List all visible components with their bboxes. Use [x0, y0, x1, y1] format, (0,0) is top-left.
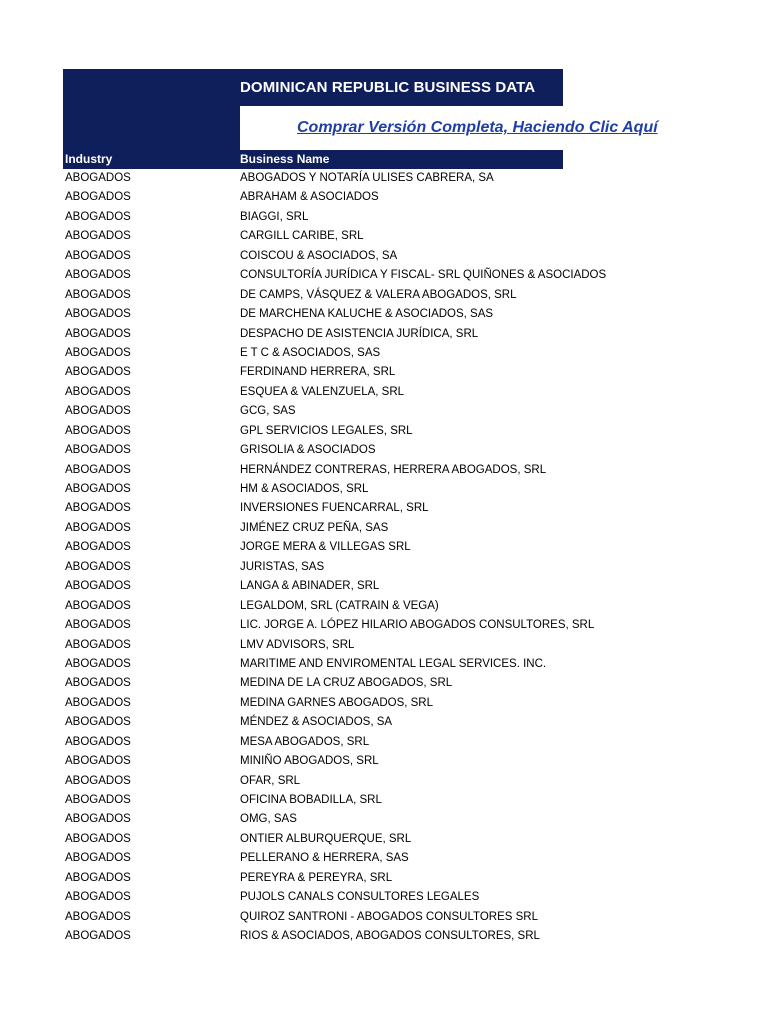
table-row — [63, 772, 563, 791]
business-name-cell: ONTIER ALBURQUERQUE, SRL — [240, 832, 412, 845]
industry-cell: ABOGADOS — [65, 657, 131, 670]
table-row — [63, 849, 563, 868]
industry-cell: ABOGADOS — [65, 424, 131, 437]
table-header — [63, 150, 563, 169]
table-row — [63, 616, 595, 635]
industry-cell: ABOGADOS — [65, 755, 131, 768]
table-row — [63, 169, 563, 188]
industry-cell: ABOGADOS — [65, 385, 131, 398]
industry-cell: ABOGADOS — [65, 716, 131, 729]
table-row — [63, 694, 563, 713]
table-row — [63, 869, 563, 888]
business-name-cell: HM & ASOCIADOS, SRL — [240, 483, 369, 495]
industry-cell: ABOGADOS — [65, 405, 131, 418]
business-name-cell: INVERSIONES FUENCARRAL, SRL — [240, 502, 429, 515]
table-row — [63, 266, 607, 285]
table-row — [63, 519, 563, 538]
business-name-cell: QUIROZ SANTRONI - ABOGADOS CONSULTORES SRL — [240, 910, 538, 923]
industry-cell: ABOGADOS — [65, 463, 131, 476]
industry-cell: ABOGADOS — [65, 366, 131, 379]
industry-cell: ABOGADOS — [65, 483, 131, 495]
spreadsheet — [63, 69, 658, 947]
industry-cell: ABOGADOS — [65, 696, 131, 709]
table-row — [63, 636, 563, 655]
industry-cell: ABOGADOS — [65, 852, 131, 865]
industry-cell: ABOGADOS — [65, 832, 131, 845]
table-row — [63, 597, 563, 616]
industry-cell: ABOGADOS — [65, 560, 131, 573]
table-row — [63, 927, 563, 946]
business-name-cell: ABRAHAM & ASOCIADOS — [240, 191, 379, 204]
business-name-cell: DE CAMPS, VÁSQUEZ & VALERA ABOGADOS, SRL — [240, 288, 517, 301]
table-row — [63, 383, 563, 402]
table-row — [63, 577, 563, 596]
business-name-cell: MESA ABOGADOS, SRL — [240, 735, 370, 748]
industry-cell: ABOGADOS — [65, 871, 131, 884]
table-row — [63, 363, 563, 382]
business-name-cell: PUJOLS CANALS CONSULTORES LEGALES — [240, 891, 480, 904]
business-name-cell: GRISOLIA & ASOCIADOS — [240, 444, 376, 457]
table-row — [63, 305, 563, 324]
table-row — [63, 227, 563, 246]
industry-cell: ABOGADOS — [65, 638, 131, 651]
business-name-cell: MÉNDEZ & ASOCIADOS, SA — [240, 716, 393, 729]
table-row — [63, 344, 563, 363]
industry-cell: ABOGADOS — [65, 210, 131, 223]
business-name-cell: MEDINA DE LA CRUZ ABOGADOS, SRL — [240, 677, 453, 690]
business-name-cell: HERNÁNDEZ CONTRERAS, HERRERA ABOGADOS, SRL — [240, 463, 547, 476]
industry-cell: ABOGADOS — [65, 444, 131, 457]
table-row — [63, 325, 563, 344]
industry-cell: ABOGADOS — [65, 930, 131, 943]
table-row — [63, 441, 563, 460]
industry-cell: ABOGADOS — [65, 774, 131, 787]
business-name-cell: ABOGADOS Y NOTARÍA ULISES CABRERA, SA — [240, 172, 494, 184]
industry-cell: ABOGADOS — [65, 327, 131, 340]
banner — [63, 69, 658, 150]
table-row — [63, 499, 563, 518]
industry-cell: ABOGADOS — [65, 619, 131, 632]
industry-cell: ABOGADOS — [65, 288, 131, 301]
table-row — [63, 558, 563, 577]
table-row — [63, 422, 563, 441]
business-name-cell: LMV ADVISORS, SRL — [240, 638, 355, 651]
industry-cell: ABOGADOS — [65, 813, 131, 826]
business-name-cell: OFAR, SRL — [240, 774, 301, 787]
industry-cell: ABOGADOS — [65, 735, 131, 748]
table-row — [63, 733, 563, 752]
table-row — [63, 538, 563, 557]
business-name-cell: LEGALDOM, SRL (CATRAIN & VEGA) — [240, 599, 439, 612]
business-name-cell: CONSULTORÍA JURÍDICA Y FISCAL- SRL QUIÑONES & ASOCIADOS — [240, 269, 607, 282]
table-row — [63, 286, 563, 305]
industry-cell: ABOGADOS — [65, 230, 131, 243]
header-industry: Industry — [65, 152, 113, 166]
business-name-cell: CARGILL CARIBE, SRL — [240, 230, 364, 243]
table-row — [63, 461, 563, 480]
business-name-cell: RIOS & ASOCIADOS, ABOGADOS CONSULTORES, SRL — [240, 930, 540, 943]
business-name-cell: LANGA & ABINADER, SRL — [240, 580, 380, 593]
business-name-cell: DE MARCHENA KALUCHE & ASOCIADOS, SAS — [240, 308, 494, 321]
industry-cell: ABOGADOS — [65, 910, 131, 923]
business-name-cell: ESQUEA & VALENZUELA, SRL — [240, 385, 405, 398]
industry-cell: ABOGADOS — [65, 794, 131, 806]
business-name-cell: BIAGGI, SRL — [240, 210, 309, 223]
business-name-cell: E T C & ASOCIADOS, SAS — [240, 346, 381, 359]
business-name-cell: OMG, SAS — [240, 813, 297, 826]
business-name-cell: JIMÉNEZ CRUZ PEÑA, SAS — [240, 521, 389, 534]
industry-cell: ABOGADOS — [65, 521, 131, 534]
table-row — [63, 713, 563, 732]
table-row — [63, 247, 563, 266]
industry-cell: ABOGADOS — [65, 502, 131, 515]
table-row — [63, 655, 563, 674]
industry-cell: ABOGADOS — [65, 191, 131, 204]
table-row — [63, 830, 563, 849]
table-row — [63, 888, 563, 907]
industry-cell: ABOGADOS — [65, 677, 131, 690]
industry-cell: ABOGADOS — [65, 891, 131, 904]
business-name-cell: FERDINAND HERRERA, SRL — [240, 366, 396, 379]
table-row — [63, 402, 563, 421]
business-name-cell: OFICINA BOBADILLA, SRL — [240, 794, 382, 806]
business-name-cell: GCG, SAS — [240, 405, 296, 418]
industry-cell: ABOGADOS — [65, 308, 131, 321]
buy-full-version-link[interactable]: Comprar Versión Completa, Haciendo Clic Aquí — [297, 119, 658, 136]
table-row — [63, 908, 563, 927]
table-row — [63, 188, 563, 207]
industry-cell: ABOGADOS — [65, 541, 131, 554]
business-name-cell: JURISTAS, SAS — [240, 560, 325, 573]
banner-link-cell — [240, 106, 658, 150]
business-name-cell: PEREYRA & PEREYRA, SRL — [240, 871, 393, 884]
header-business-name: Business Name — [240, 152, 330, 166]
business-name-cell: MINIÑO ABOGADOS, SRL — [240, 755, 379, 768]
business-name-cell: MARITIME AND ENVIROMENTAL LEGAL SERVICES. INC. — [240, 657, 547, 670]
business-name-cell: COISCOU & ASOCIADOS, SA — [240, 249, 398, 262]
industry-cell: ABOGADOS — [65, 249, 131, 262]
banner-title: DOMINICAN REPUBLIC BUSINESS DATA — [240, 79, 536, 96]
business-name-cell: DESPACHO DE ASISTENCIA JURÍDICA, SRL — [240, 327, 479, 340]
table-row — [63, 791, 563, 810]
table-row — [63, 810, 563, 829]
industry-cell: ABOGADOS — [65, 599, 131, 612]
industry-cell: ABOGADOS — [65, 269, 131, 282]
table-row — [63, 480, 563, 499]
industry-cell: ABOGADOS — [65, 346, 131, 359]
business-name-cell: MEDINA GARNES ABOGADOS, SRL — [240, 696, 433, 709]
business-name-cell: GPL SERVICIOS LEGALES, SRL — [240, 424, 413, 437]
table-body — [63, 169, 607, 947]
business-name-cell: PELLERANO & HERRERA, SAS — [240, 852, 409, 865]
industry-cell: ABOGADOS — [65, 580, 131, 593]
table-row — [63, 752, 563, 771]
industry-cell: ABOGADOS — [65, 172, 131, 184]
table-row — [63, 674, 563, 693]
table-row — [63, 208, 563, 227]
business-name-cell: LIC. JORGE A. LÓPEZ HILARIO ABOGADOS CONSULTORES, SRL — [240, 619, 595, 632]
business-name-cell: JORGE MERA & VILLEGAS SRL — [240, 541, 411, 554]
